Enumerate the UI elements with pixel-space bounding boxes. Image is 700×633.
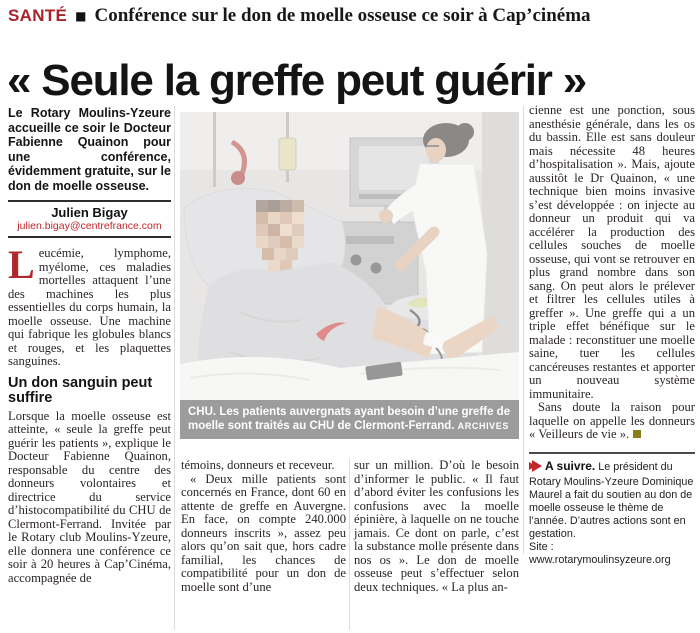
paragraph	[8, 242, 171, 369]
column-rule	[349, 459, 350, 630]
photo-credit: ARCHIVES	[457, 421, 509, 431]
paragraph: sur un million. D’où le besoin d’informer le public. « Il faut d’abord éviter les confusions les confusions avec la moelle épinière, à laquelle on ne touche jamais. Ce dont on parle, c’est la substance molle présente dans nos os ». Le don de moelle osseuse peut s’effectuer selon deux techniques. « La plus an-	[354, 458, 519, 594]
dropcap-letter: L	[8, 242, 35, 287]
column-rule	[523, 106, 524, 554]
bullet-square-icon: ■	[75, 9, 87, 23]
photo-block	[180, 112, 519, 439]
red-arrow-icon	[529, 460, 542, 476]
kicker	[8, 5, 591, 27]
byline-block	[8, 200, 171, 238]
kicker-title: Conférence sur le don de moelle osseuse ce soir à Cap’cinéma	[94, 5, 591, 26]
column-middle-2	[354, 459, 519, 594]
paragraph-text: Sans doute la raison pour laquelle on appelle les donneurs « Veilleurs de vie ».	[529, 400, 695, 441]
paragraph: cienne est une ponction, sous anesthésie générale, dans les os du bassin. Elle est sans douleur mais nécessite 48 heures d’hospitalisation ». Mais, ajoute aussitôt le Dr Quainon, « une technique bien moins invasive s’est développée : on injecte au donneur un produit qui va accélérer la production des cellules souches de moelle osseuse, qui vont se retrouver en plus grand nombre dans son sang. On peut alors le prélever et filtrer les cellules utiles à greffer ». Une greffe qui a un triple effet bénéfique sur le malade : reconstituer une moelle saine, tuer les cellules cancéreuses restantes et apporter un nouveau système immunitaire.	[529, 103, 695, 401]
caption-text: Les patients auvergnats ayant besoin d’une greffe de moelle sont traités au CHU de Clermont-Ferrand.	[188, 406, 511, 432]
article-body-left	[8, 242, 171, 585]
standfirst: Le Rotary Moulins-Yzeure accueille ce soir le Docteur Fabienne Quainon pour une conférence, évidemment gratuite, sur le don de moelle osseuse.	[8, 106, 171, 193]
paragraph-text: eucémie, lymphome, myélome, ces maladies mortelles attaquent l’une des machines les plus essentielles du corps humain, la moelle osseuse. Une machine qui fabrique les globules blancs et rouges, et les plaquettes sanguines.	[8, 246, 171, 368]
subhead: Un don sanguin peut suffire	[8, 374, 153, 406]
section-label: SANTÉ	[8, 6, 68, 25]
paragraph: Lorsque la moelle osseuse est atteinte, « seule la greffe peut guérir les patients », explique le Docteur Fabienne Quainon, responsable du centre des donneurs volontaires et directrice du service d’histocompatibilité du CHU de Clermont-Ferrand. Invitée par le Rotary club Moulins-Yzeure, elle donnera une conférence ce soir à 20 heures à Cap’Cinéma, accompagnée de	[8, 408, 171, 585]
author-email: julien.bigay@centrefrance.com	[17, 220, 162, 232]
column-middle-1	[181, 459, 346, 594]
followup-label: A suivre.	[545, 458, 596, 473]
author-name: Julien Bigay	[51, 205, 128, 220]
column-right	[529, 104, 695, 567]
followup-box	[529, 452, 695, 567]
paragraph: témoins, donneurs et receveur.	[181, 458, 335, 472]
caption-label: CHU.	[188, 406, 217, 418]
column-rule	[174, 106, 175, 630]
photo-caption	[180, 400, 519, 439]
followup-website: Site : www.rotarymoulinsyzeure.org	[529, 540, 671, 566]
paragraph	[529, 401, 695, 442]
paragraph: « Deux mille patients sont concernés en France, dont 60 en attente de greffe en Auvergne. En face, on compte 240.000 donneurs inscrits », assez peu alors qu’on sait que, hors cadre familial, les chances de compatibilité pour un don de moelle sont d’une	[181, 471, 346, 594]
end-of-article-marker-icon	[633, 430, 641, 438]
headline: « Seule la greffe peut guérir »	[7, 56, 586, 106]
column-left	[8, 106, 171, 585]
followup-text: Le président du Rotary Moulins-Yzeure Dominique Maurel a fait du soutien au don de moelle osseuse le thème de l’année. D’autres actions sont en gestation.	[529, 460, 694, 540]
hospital-photo	[180, 112, 519, 400]
